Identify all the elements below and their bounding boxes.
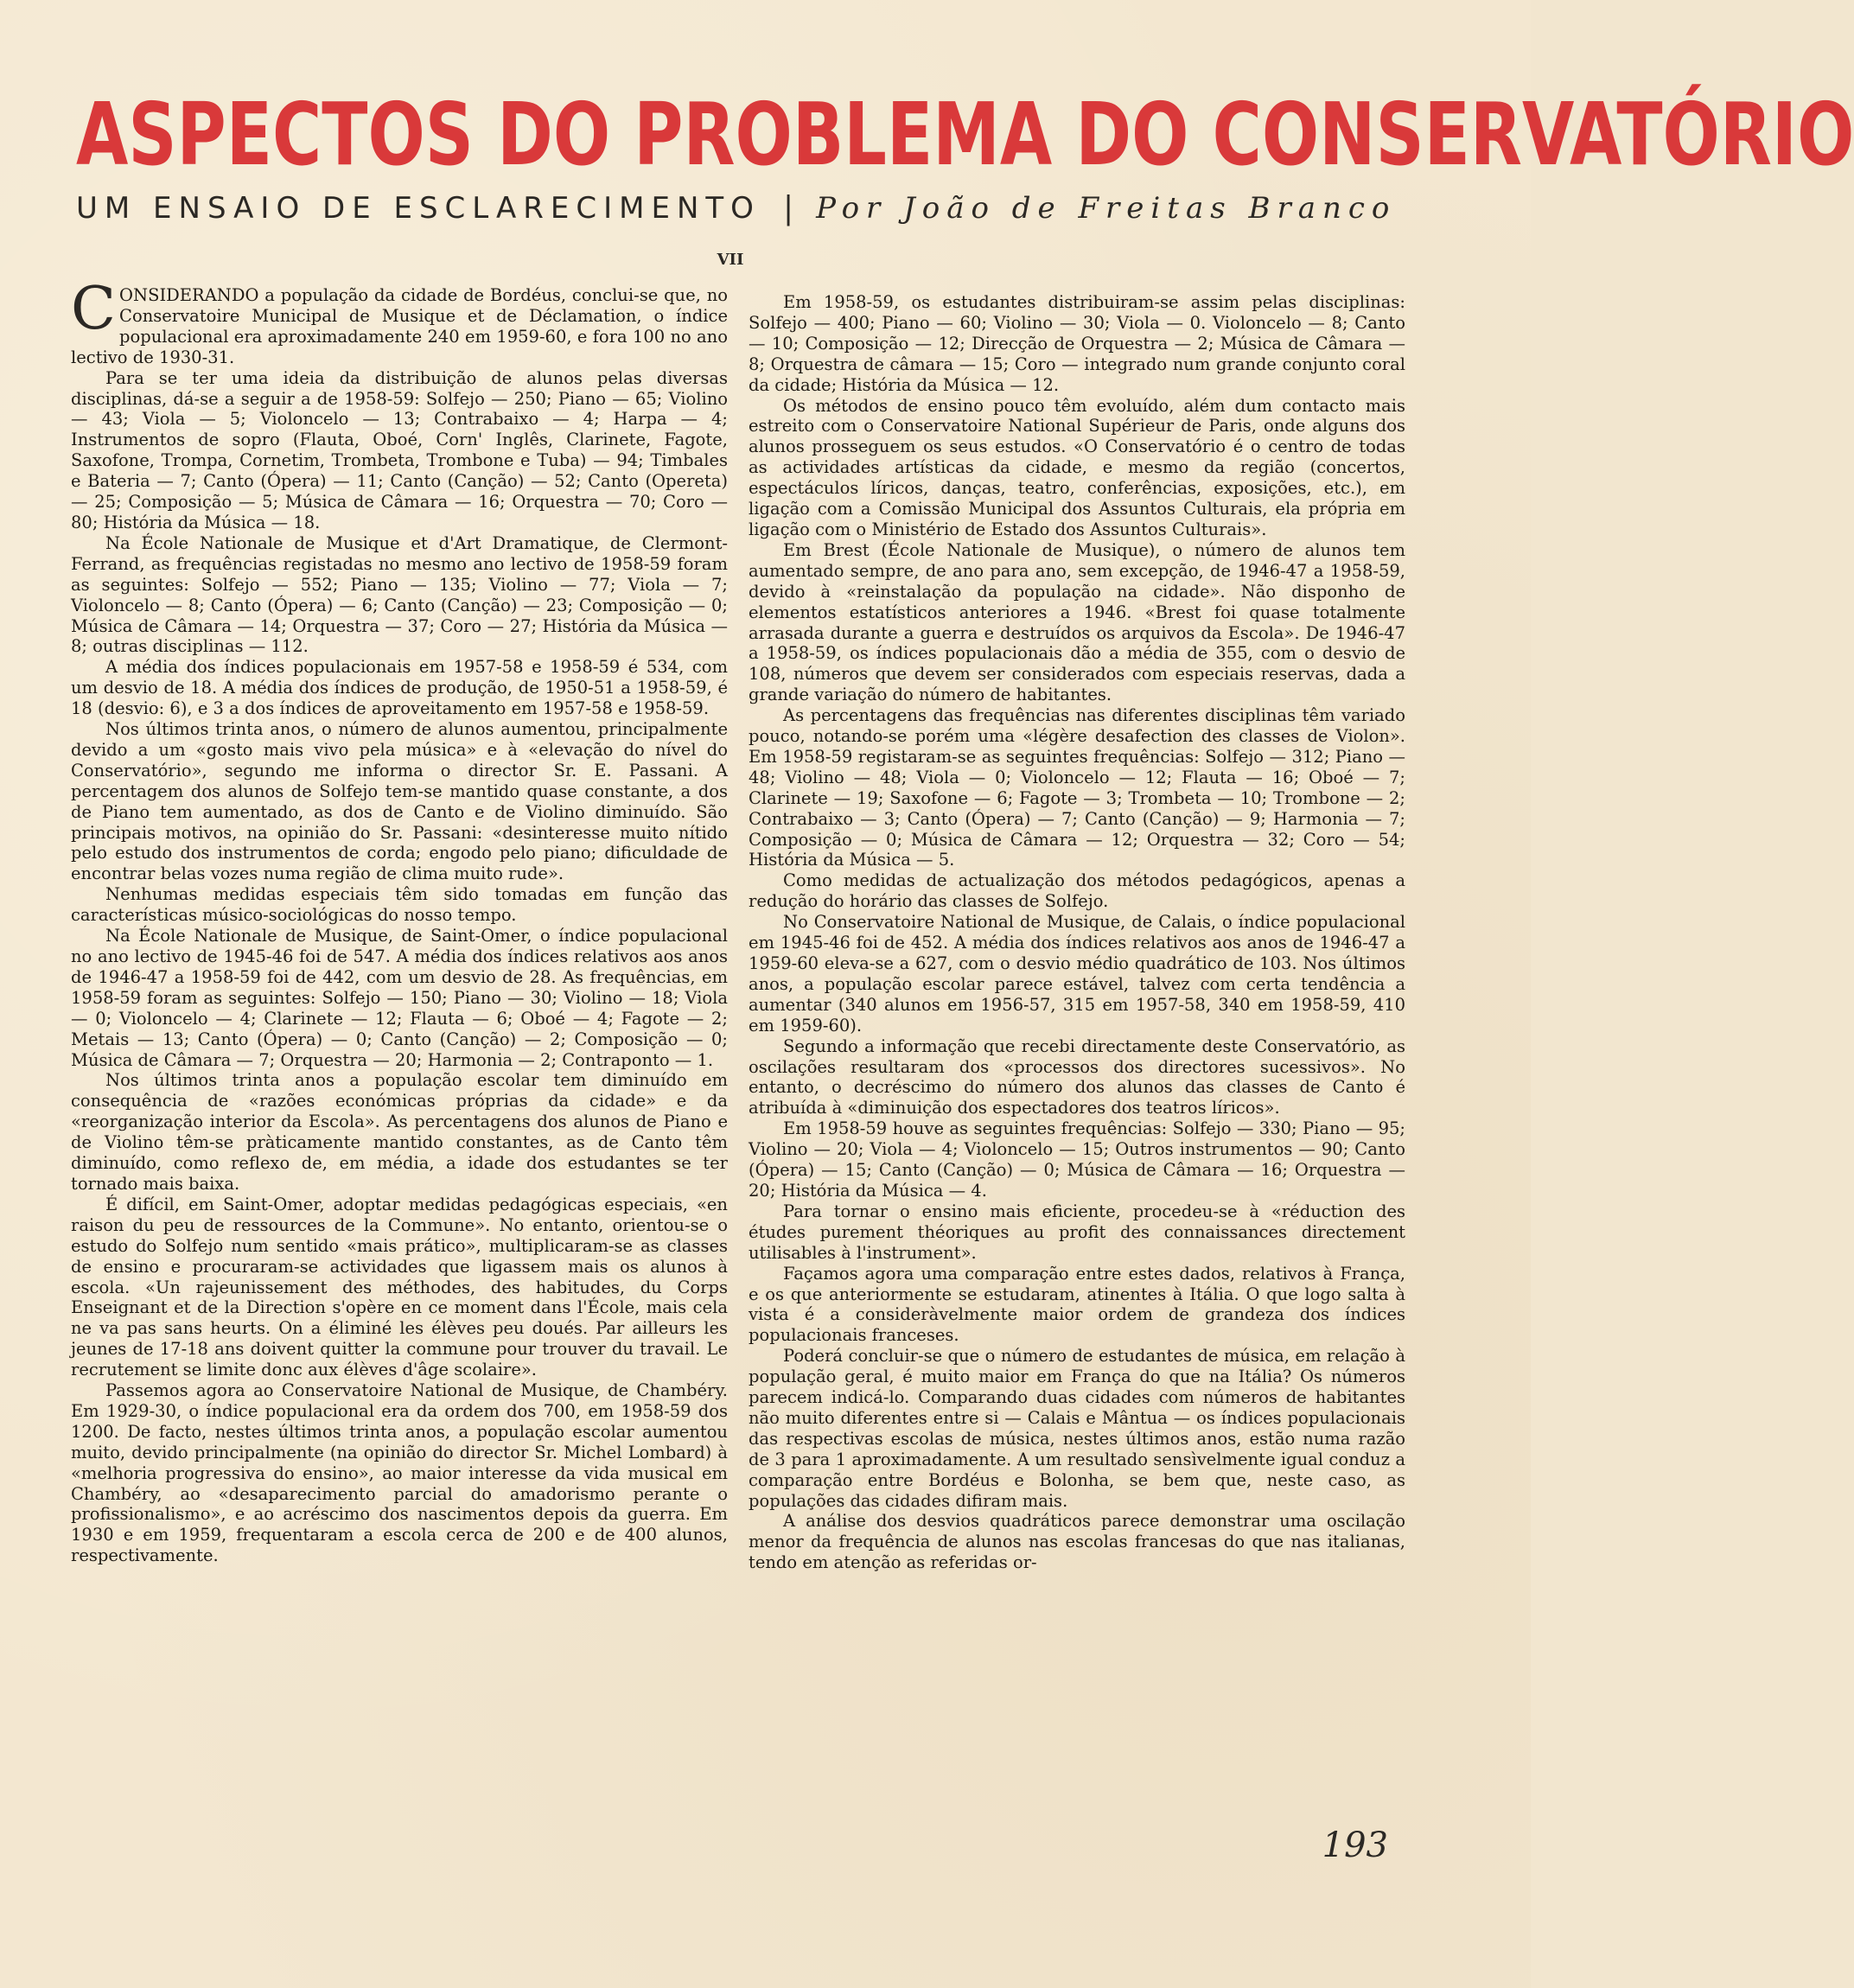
paragraph: A média dos índices populacionais em 1957-58 e 1958-59 é 534, com um desvio de 18. A média dos índices de produção, de 1950-51 a 1958-59, é 18 (desvio: 6), e 3 a dos índices de aproveitamento em 1957-58 e 1958-59.	[71, 657, 728, 719]
author-byline: Por João de Freitas Branco	[816, 191, 1397, 226]
paragraph: Façamos agora uma comparação entre estes dados, relativos à França, e os que anteriormente se estudaram, atinentes à Itália. O que logo salta à vista é a consideràvelmente maior ordem de grandeza dos índices populacionais franceses.	[749, 1263, 1405, 1346]
paragraph: A análise dos desvios quadráticos parece demonstrar uma oscilação menor da frequência de alunos nas escolas francesas do que nas italianas, tendo em atenção as referidas or-	[749, 1511, 1405, 1573]
page-number: 193	[1322, 1826, 1388, 1865]
paragraph: É difícil, em Saint-Omer, adoptar medidas pedagógicas especiais, «en raison du peu de ressources de la Commune». No entanto, orientou-se o estudo do Solfejo num sentido «mais prático», multiplicaram-se as classes de ensino e procuraram-se actividades que ligassem mais os alunos à escola. «Un rajeunissement des méthodes, des habitudes, du Corps Enseignant et de la Direction s'opère en ce moment dans l'École, mais cela ne va pas sans heurts. On a éliminé les élèves peu doués. Par ailleurs les jeunes de 17-18 ans doivent quitter la commune pour trouver du travail. Le recrutement se limite donc aux élèves d'âge scolaire».	[71, 1194, 728, 1380]
paragraph-text: ONSIDERANDO a população da cidade de Bordéus, conclui-se que, no Conservatoire Municipal de Musique et de Déclamation, o índice populacional era aproximadamente 240 em 1959-60, e fora 100 no ano lectivo de 1930-31.	[71, 285, 728, 367]
paragraph: Para se ter uma ideia da distribuição de alunos pelas diversas disciplinas, dá-se a seguir a de 1958-59: Solfejo — 250; Piano — 65; Violino — 43; Viola — 5; Violoncelo — 13; Contrabaixo — 4; Harpa — 4; Instrumentos de sopro (Flauta, Oboé, Corn' Inglês, Clarinete, Fagote, Saxofone, Trompa, Cornetim, Trombeta, Trombone e Tuba) — 94; Timbales e Bateria — 7; Canto (Ópera) — 11; Canto (Canção) — 52; Canto (Opereta) — 25; Composição — 5; Música de Câmara — 16; Orquestra — 70; Coro — 80; História da Música — 18.	[71, 367, 728, 532]
paragraph: Nenhumas medidas especiais têm sido tomadas em função das características músico-sociológicas do nosso tempo.	[71, 884, 728, 926]
left-column	[71, 275, 728, 1566]
paragraph	[71, 275, 728, 368]
paragraph: Nos últimos trinta anos, o número de alunos aumentou, principalmente devido a um «gosto mais vivo pela música» e à «elevação do nível do Conservatório», segundo me informa o director Sr. E. Passani. A percentagem dos alunos de Solfejo tem-se mantido quase constante, a dos de Piano tem aumentado, as dos de Canto e de Violino diminuído. São principais motivos, na opinião do Sr. Passani: «desinteresse muito nítido pelo estudo dos instrumentos de corda; engodo pelo piano; dificuldade de encontrar belas vozes numa região de clima muito rude».	[71, 719, 728, 884]
article-title: ASPECTOS DO PROBLEMA DO CONSERVATÓRIO	[76, 84, 1854, 185]
subtitle-row	[76, 187, 1397, 230]
section-number: VII	[717, 251, 744, 269]
right-column	[749, 292, 1405, 1573]
paragraph: No Conservatoire National de Musique, de Calais, o índice populacional em 1945-46 foi de 452. A média dos índices relativos aos anos de 1946-47 a 1959-60 eleva-se a 627, com o desvio médio quadrático de 103. Nos últimos anos, a população escolar parece estável, talvez com certa tendência a aumentar (340 alunos em 1956-57, 315 em 1957-58, 340 em 1958-59, 410 em 1959-60).	[749, 912, 1405, 1035]
article-subtitle: UM ENSAIO DE ESCLARECIMENTO	[76, 191, 761, 226]
paragraph: Na École Nationale de Musique et d'Art Dramatique, de Clermont-Ferrand, as frequências registadas no mesmo ano lectivo de 1958-59 foram as seguintes: Solfejo — 552; Piano — 135; Violino — 77; Viola — 7; Violoncelo — 8; Canto (Ópera) — 6; Canto (Canção) — 23; Composição — 0; Música de Câmara — 14; Orquestra — 37; Coro — 27; História da Música — 8; outras disciplinas — 112.	[71, 532, 728, 657]
paragraph: Na École Nationale de Musique, de Saint-Omer, o índice populacional no ano lectivo de 1945-46 foi de 547. A média dos índices relativos aos anos de 1946-47 a 1958-59 foi de 442, com um desvio de 28. As frequências, em 1958-59 foram as seguintes: Solfejo — 150; Piano — 30; Violino — 18; Viola — 0; Violoncelo — 4; Clarinete — 12; Flauta — 6; Oboé — 4; Fagote — 2; Metais — 13; Canto (Ópera) — 0; Canto (Canção) — 2; Composição — 0; Música de Câmara — 7; Orquestra — 20; Harmonia — 2; Contraponto — 1.	[71, 926, 728, 1070]
paragraph: Como medidas de actualização dos métodos pedagógicos, apenas a redução do horário das classes de Solfejo.	[749, 870, 1405, 912]
paragraph: Passemos agora ao Conservatoire National de Musique, de Chambéry. Em 1929-30, o índice populacional era da ordem dos 700, em 1958-59 dos 1200. De facto, nestes últimos trinta anos, a população escolar aumentou muito, devido principalmente (na opinião do director Sr. Michel Lombard) à «melhoria progressiva do ensino», ao maior interesse da vida musical em Chambéry, ao «desaparecimento parcial do amadorismo perante o profissionalismo», e ao acréscimo dos nascimentos depois da guerra. Em 1930 e em 1959, frequentaram a escola cerca de 200 e de 400 alunos, respectivamente.	[71, 1380, 728, 1566]
drop-cap: C	[71, 275, 117, 343]
paragraph: As percentagens das frequências nas diferentes disciplinas têm variado pouco, notando-se porém uma «légère desafection des classes de Violon». Em 1958-59 registaram-se as seguintes frequências: Solfejo — 312; Piano — 48; Violino — 48; Viola — 0; Violoncelo — 12; Flauta — 16; Oboé — 7; Clarinete — 19; Saxofone — 6; Fagote — 3; Trombeta — 10; Trombone — 2; Contrabaixo — 3; Canto (Ópera) — 7; Canto (Canção) — 9; Harmonia — 7; Composição — 0; Música de Câmara — 12; Orquestra — 32; Coro — 54; História da Música — 5.	[749, 705, 1405, 870]
paragraph: Nos últimos trinta anos a população escolar tem diminuído em consequência de «razões económicas próprias da cidade» e da «reorganização interior da Escola». As percentagens dos alunos de Piano e de Violino têm-se pràticamente mantido constantes, as de Canto têm diminuído, como reflexo de, em média, a idade dos estudantes se ter tornado mais baixa.	[71, 1070, 728, 1194]
paragraph: Os métodos de ensino pouco têm evoluído, além dum contacto mais estreito com o Conservatoire National Supérieur de Paris, onde alguns dos alunos prosseguem os seus estudos. «O Conservatório é o centro de todas as actividades artísticas da cidade, e mesmo da região (concertos, espectáculos líricos, danças, teatro, conferências, exposições, etc.), em ligação com a Comissão Municipal dos Assuntos Culturais, ela própria em ligação com o Ministério de Estado dos Assuntos Culturais».	[749, 395, 1405, 539]
paragraph: Em 1958-59 houve as seguintes frequências: Solfejo — 330; Piano — 95; Violino — 20; Viola — 4; Violoncelo — 15; Outros instrumentos — 90; Canto (Ópera) — 15; Canto (Canção) — 0; Música de Câmara — 16; Orquestra — 20; História da Música — 4.	[749, 1118, 1405, 1201]
paragraph: Em Brest (École Nationale de Musique), o número de alunos tem aumentado sempre, de ano para ano, sem excepção, de 1946-47 a 1958-59, devido à «reinstalação da população na cidade». Não disponho de elementos estatísticos anteriores a 1946. «Brest foi quase totalmente arrasada durante a guerra e destruídos os arquivos da Escola». De 1946-47 a 1958-59, os índices populacionais dão a média de 355, com o desvio de 108, números que devem ser considerados com especiais reservas, dada a grande variação do número de habitantes.	[749, 539, 1405, 705]
paragraph: Em 1958-59, os estudantes distribuiram-se assim pelas disciplinas: Solfejo — 400; Piano — 60; Violino — 30; Viola — 0. Violoncelo — 8; Canto — 10; Composição — 12; Direcção de Orquestra — 2; Música de Câmara — 8; Orquestra de câmara — 15; Coro — integrado num grande conjunto coral da cidade; História da Música — 12.	[749, 292, 1405, 395]
paragraph: Poderá concluir-se que o número de estudantes de música, em relação à população geral, é muito maior em França do que na Itália? Os números parecem indicá-lo. Comparando duas cidades com números de habitantes não muito diferentes entre si — Calais e Mântua — os índices populacionais das respectivas escolas de música, nestes últimos anos, estão numa razão de 3 para 1 aproximadamente. A um resultado sensìvelmente igual conduz a comparação entre Bordéus e Bolonha, se bem que, neste caso, as populações das cidades difiram mais.	[749, 1346, 1405, 1511]
subtitle-divider: |	[782, 190, 794, 226]
paragraph: Segundo a informação que recebi directamente deste Conservatório, as oscilações resultaram dos «processos dos directores sucessivos». No entanto, o decréscimo do número dos alunos das classes de Canto é atribuída à «diminuição dos espectadores dos teatros líricos».	[749, 1035, 1405, 1118]
paragraph: Para tornar o ensino mais eficiente, procedeu-se à «réduction des études purement théoriques au profit des connaissances directement utilisables à l'instrument».	[749, 1201, 1405, 1263]
